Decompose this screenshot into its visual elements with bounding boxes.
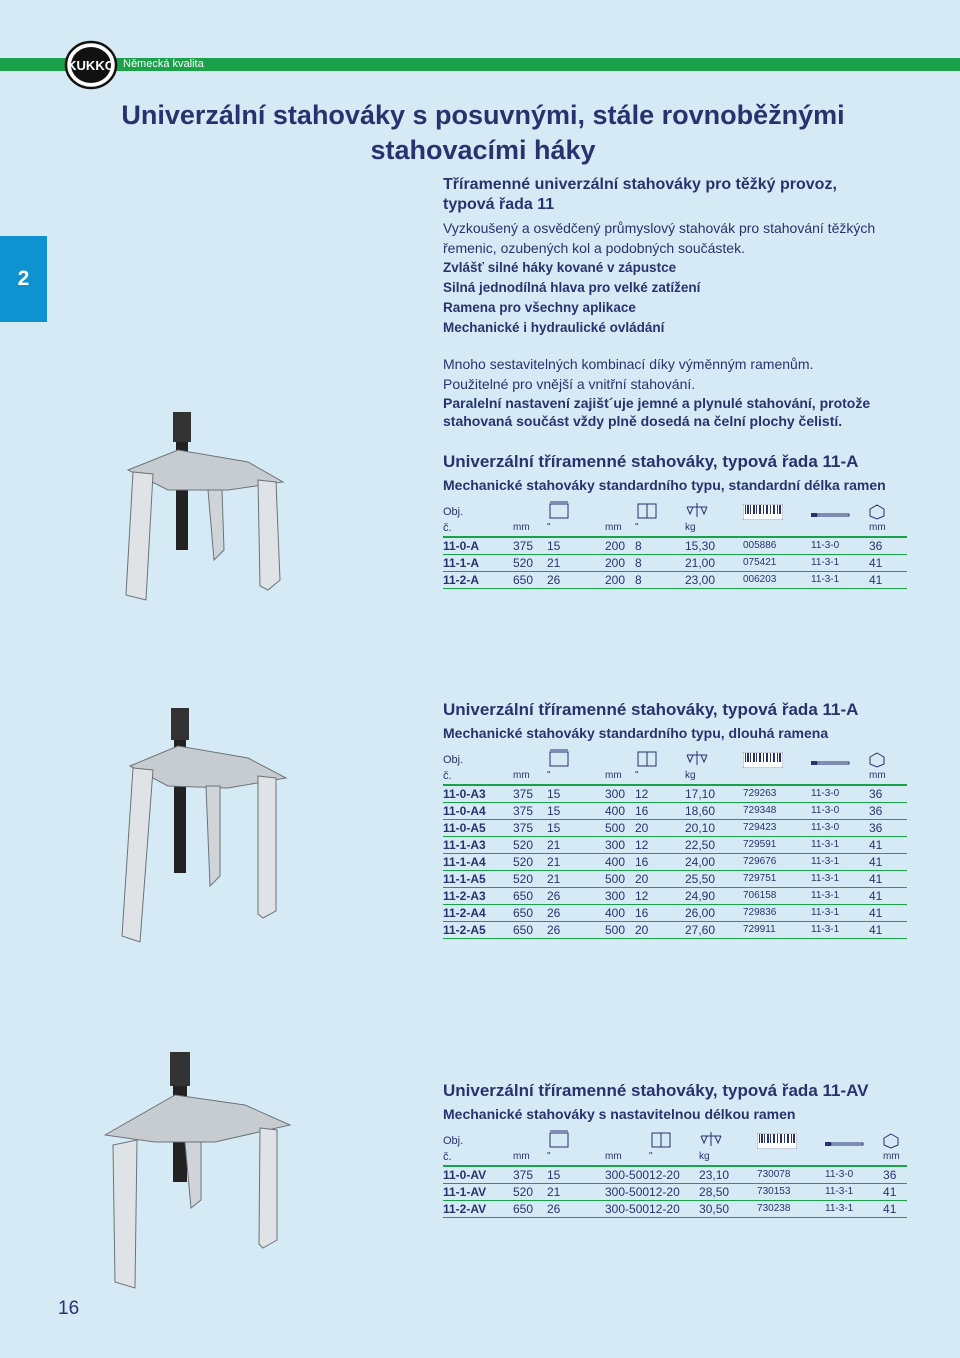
page-title bbox=[0, 98, 960, 168]
cell: 21 bbox=[547, 837, 605, 854]
spec-table: Obj. č. mm " mm " kg mm 11-0-A3 375 15 300 12 17,10 729263 11-3-0 36 11-0-A4 375 15 400 16 18,60 729348 11-3-0 36 11-0-A5 375 15 500 20 20,10 729423 11-3-0 36 11-1-A3 520 21 300 12 22,50 729591 11-3-1 41 11-1-A4 520 21 400 16 24,00 729676 11-3-1 41 11-1-A5 520 21 500 20 25,50 729751 11-3-1 41 11-2-A3 650 26 300 12 24,90 706158 11-3-1 41 11-2-A4 650 26 400 16 26,00 729836 11-3-1 41 11-2-A5 650 26 500 20 27,60 729911 11-3-1 41 bbox=[443, 748, 907, 939]
table-row bbox=[443, 888, 907, 905]
spec-table: Obj. č. mm " mm " kg mm 11-0-AV 375 15 300-500 12-20 23,10 730078 11-3-0 36 11-1-AV 520 21 300-500 12-20 28,50 730153 11-3-1 41 11-2-AV 650 26 300-500 12-20 30,50 730238 11-3-1 41 bbox=[443, 1129, 907, 1218]
cell: 30,50 bbox=[699, 1201, 757, 1218]
cell: 11-2-A5 bbox=[443, 922, 513, 939]
table-row bbox=[443, 905, 907, 922]
barcode-icon bbox=[743, 504, 783, 520]
cell: 41 bbox=[869, 871, 907, 888]
cell: 729591 bbox=[743, 837, 811, 854]
table-row bbox=[443, 922, 907, 939]
cell: 16 bbox=[635, 854, 685, 871]
col-unit: kg bbox=[685, 520, 743, 537]
cell: 12 bbox=[635, 837, 685, 854]
section-11-a-long bbox=[443, 700, 913, 939]
cell: 650 bbox=[513, 572, 547, 589]
cell: 36 bbox=[883, 1166, 907, 1184]
cell: 26 bbox=[547, 572, 605, 589]
cell: 706158 bbox=[743, 888, 811, 905]
section-title: Univerzální tříramenné stahováky, typová řada 11-A bbox=[443, 700, 859, 719]
cell: 15 bbox=[547, 1166, 605, 1184]
cell: 26 bbox=[547, 1201, 605, 1218]
cell: 520 bbox=[513, 871, 547, 888]
cell: 36 bbox=[869, 537, 907, 555]
cell: 11-3-0 bbox=[811, 785, 869, 803]
intro-heading-line1: Tříramenné univerzální stahováky pro těžký provoz, bbox=[443, 176, 837, 193]
cell: 41 bbox=[869, 888, 907, 905]
intro-heading bbox=[443, 175, 923, 215]
col-obj: Obj. bbox=[443, 754, 464, 766]
spindle-icon bbox=[811, 758, 851, 768]
cell: 12 bbox=[635, 888, 685, 905]
cell: 11-3-0 bbox=[811, 803, 869, 820]
cell: 650 bbox=[513, 922, 547, 939]
section-tab: 2 bbox=[0, 236, 47, 322]
cell: 26 bbox=[547, 905, 605, 922]
cell: 16 bbox=[635, 905, 685, 922]
brand-tagline: Německá kvalita bbox=[123, 58, 204, 70]
page-title-line2: stahovacími háky bbox=[370, 135, 596, 165]
cell: 22,50 bbox=[685, 837, 743, 854]
table-row bbox=[443, 785, 907, 803]
barcode-icon bbox=[743, 752, 783, 768]
cell: 400 bbox=[605, 905, 635, 922]
cell: 16 bbox=[635, 803, 685, 820]
svg-text:KUKKO: KUKKO bbox=[67, 58, 115, 73]
cell: 20 bbox=[635, 820, 685, 837]
cell: 500 bbox=[605, 871, 635, 888]
cell: 11-0-A bbox=[443, 537, 513, 555]
cell: 21 bbox=[547, 1184, 605, 1201]
cell: 41 bbox=[869, 837, 907, 854]
col-unit: mm bbox=[513, 1149, 547, 1166]
cell: 11-2-AV bbox=[443, 1201, 513, 1218]
cell: 375 bbox=[513, 1166, 547, 1184]
spindle-icon bbox=[811, 510, 851, 520]
cell: 400 bbox=[605, 803, 635, 820]
cell: 11-2-A4 bbox=[443, 905, 513, 922]
cell: 11-2-A3 bbox=[443, 888, 513, 905]
cell: 729423 bbox=[743, 820, 811, 837]
cell: 20,10 bbox=[685, 820, 743, 837]
cell: 41 bbox=[869, 555, 907, 572]
cell: 729263 bbox=[743, 785, 811, 803]
cell: 730238 bbox=[757, 1201, 825, 1218]
cell: 11-3-1 bbox=[811, 572, 869, 589]
cell: 12 bbox=[635, 785, 685, 803]
cell: 520 bbox=[513, 555, 547, 572]
feature-item: Silná jednodílná hlava pro velké zatížení bbox=[443, 280, 701, 295]
cell: 15 bbox=[547, 820, 605, 837]
spec-table: Obj. č. mm " mm " kg mm 11-0-A 375 15 200 8 15,30 005886 11-3-0 36 11-1-A 520 21 200 8 21,00 075421 11-3-1 41 11-2-A 650 26 200 8 23,00 006203 11-3-1 41 bbox=[443, 500, 907, 589]
cell: 500 bbox=[605, 820, 635, 837]
depth-icon bbox=[635, 748, 659, 768]
table-row bbox=[443, 1184, 907, 1201]
depth-icon bbox=[635, 500, 659, 520]
cell: 11-3-0 bbox=[811, 537, 869, 555]
weight-scale-icon bbox=[685, 748, 709, 768]
cell: 650 bbox=[513, 905, 547, 922]
cell: 15,30 bbox=[685, 537, 743, 555]
cell: 11-1-A5 bbox=[443, 871, 513, 888]
cell: 400 bbox=[605, 854, 635, 871]
cell: 15 bbox=[547, 803, 605, 820]
col-unit: mm bbox=[869, 520, 907, 537]
cell: 11-3-1 bbox=[811, 837, 869, 854]
cell: 24,00 bbox=[685, 854, 743, 871]
col-c: č. bbox=[443, 768, 513, 785]
cell: 375 bbox=[513, 820, 547, 837]
cell: 375 bbox=[513, 537, 547, 555]
cell: 41 bbox=[883, 1201, 907, 1218]
intro-desc-line1: Vyzkoušený a osvědčený průmyslový stahovák pro stahování těžkých bbox=[443, 220, 876, 236]
span-width-icon bbox=[547, 1129, 571, 1149]
section-title: Univerzální tříramenné stahováky, typová řada 11-A bbox=[443, 452, 859, 471]
section-subtitle: Mechanické stahováky standardního typu, dlouhá ramena bbox=[443, 725, 829, 741]
table-row bbox=[443, 854, 907, 871]
cell: 520 bbox=[513, 837, 547, 854]
cell: 11-0-A4 bbox=[443, 803, 513, 820]
intro-heading-line2: typová řada 11 bbox=[443, 196, 555, 213]
cell: 375 bbox=[513, 803, 547, 820]
cell: 11-1-AV bbox=[443, 1184, 513, 1201]
cell: 300 bbox=[605, 785, 635, 803]
intro-note1: Mnoho sestavitelných kombinací díky výměnným ramenům. bbox=[443, 356, 814, 372]
cell: 18,60 bbox=[685, 803, 743, 820]
table-row bbox=[443, 1166, 907, 1184]
col-c: č. bbox=[443, 1149, 513, 1166]
cell: 20 bbox=[635, 871, 685, 888]
cell: 41 bbox=[869, 572, 907, 589]
table-row bbox=[443, 555, 907, 572]
cell: 300-500 bbox=[605, 1168, 650, 1182]
cell: 300 bbox=[605, 837, 635, 854]
table-row bbox=[443, 837, 907, 854]
table-row bbox=[443, 572, 907, 589]
cell: 520 bbox=[513, 854, 547, 871]
cell: 11-0-A5 bbox=[443, 820, 513, 837]
table-row bbox=[443, 820, 907, 837]
cell: 500 bbox=[605, 922, 635, 939]
cell: 11-3-1 bbox=[825, 1184, 883, 1201]
cell: 11-1-A3 bbox=[443, 837, 513, 854]
cell: 8 bbox=[635, 555, 685, 572]
cell: 11-3-1 bbox=[811, 888, 869, 905]
cell: 11-3-1 bbox=[811, 854, 869, 871]
col-c: č. bbox=[443, 520, 513, 537]
col-unit: mm bbox=[605, 768, 635, 785]
col-obj: Obj. bbox=[443, 1135, 464, 1147]
section-subtitle: Mechanické stahováky standardního typu, standardní délka ramen bbox=[443, 477, 886, 493]
cell: 21 bbox=[547, 854, 605, 871]
cell: 11-3-0 bbox=[811, 820, 869, 837]
cell: 36 bbox=[869, 820, 907, 837]
puller-long-arms-image bbox=[108, 706, 298, 946]
feature-item: Mechanické i hydraulické ovládání bbox=[443, 320, 665, 335]
cell: 005886 bbox=[743, 537, 811, 555]
feature-item: Ramena pro všechny aplikace bbox=[443, 300, 636, 315]
cell: 11-3-1 bbox=[811, 555, 869, 572]
col-unit: mm bbox=[605, 1149, 649, 1166]
cell: 11-3-1 bbox=[825, 1201, 883, 1218]
cell: 11-3-0 bbox=[825, 1166, 883, 1184]
cell: 730078 bbox=[757, 1166, 825, 1184]
cell: 8 bbox=[635, 537, 685, 555]
cell: 200 bbox=[605, 537, 635, 555]
cell: 41 bbox=[869, 905, 907, 922]
section-11-a-standard bbox=[443, 452, 913, 589]
cell: 729676 bbox=[743, 854, 811, 871]
intro-bold-line2: stahovaná součást vždy plně dosedá na čelní plochy čelistí. bbox=[443, 413, 843, 429]
cell: 200 bbox=[605, 555, 635, 572]
weight-scale-icon bbox=[699, 1129, 723, 1149]
cell: 729911 bbox=[743, 922, 811, 939]
cell: 729836 bbox=[743, 905, 811, 922]
cell: 11-3-1 bbox=[811, 922, 869, 939]
cell: 41 bbox=[869, 922, 907, 939]
cell: 11-0-A3 bbox=[443, 785, 513, 803]
cell: 26 bbox=[547, 888, 605, 905]
table-row bbox=[443, 1201, 907, 1218]
cell: 730153 bbox=[757, 1184, 825, 1201]
cell: 11-3-1 bbox=[811, 905, 869, 922]
cell: 26 bbox=[547, 922, 605, 939]
section-11-av bbox=[443, 1081, 913, 1218]
cell: 24,90 bbox=[685, 888, 743, 905]
cell: 36 bbox=[869, 803, 907, 820]
cell: 36 bbox=[869, 785, 907, 803]
col-unit: mm bbox=[605, 520, 635, 537]
col-unit: kg bbox=[699, 1149, 757, 1166]
cell: 26,00 bbox=[685, 905, 743, 922]
cell: 729751 bbox=[743, 871, 811, 888]
col-unit: mm bbox=[513, 768, 547, 785]
cell: 21,00 bbox=[685, 555, 743, 572]
cell: 300-500 bbox=[605, 1185, 650, 1199]
section-subtitle: Mechanické stahováky s nastavitelnou délkou ramen bbox=[443, 1106, 796, 1122]
cell: 200 bbox=[605, 572, 635, 589]
cell: 650 bbox=[513, 888, 547, 905]
hex-nut-icon bbox=[883, 1133, 899, 1149]
col-unit: mm bbox=[869, 768, 907, 785]
intro-desc-line2: řemenic, ozubených kol a podobných součástek. bbox=[443, 240, 745, 256]
cell: 375 bbox=[513, 785, 547, 803]
cell: 006203 bbox=[743, 572, 811, 589]
cell: 11-1-A bbox=[443, 555, 513, 572]
cell: 729348 bbox=[743, 803, 811, 820]
section-title: Univerzální tříramenné stahováky, typová řada 11-AV bbox=[443, 1081, 869, 1100]
span-width-icon bbox=[547, 500, 571, 520]
weight-scale-icon bbox=[685, 500, 709, 520]
kukko-logo bbox=[64, 40, 118, 90]
table-row bbox=[443, 871, 907, 888]
cell: 300 bbox=[605, 888, 635, 905]
page-number: 16 bbox=[58, 1298, 80, 1319]
col-unit: kg bbox=[685, 768, 743, 785]
cell: 11-0-AV bbox=[443, 1166, 513, 1184]
spindle-icon bbox=[825, 1139, 865, 1149]
intro-block bbox=[443, 175, 923, 430]
cell: 41 bbox=[883, 1184, 907, 1201]
cell: 12-20 bbox=[649, 1184, 699, 1201]
cell: 17,10 bbox=[685, 785, 743, 803]
cell: 12-20 bbox=[649, 1201, 699, 1218]
cell: 20 bbox=[635, 922, 685, 939]
cell: 300-500 bbox=[605, 1202, 650, 1216]
cell: 11-3-1 bbox=[811, 871, 869, 888]
cell: 23,00 bbox=[685, 572, 743, 589]
cell: 27,60 bbox=[685, 922, 743, 939]
intro-note2: Použitelné pro vnější a vnitřní stahování. bbox=[443, 376, 696, 392]
barcode-icon bbox=[757, 1133, 797, 1149]
hex-nut-icon bbox=[869, 752, 885, 768]
table-row bbox=[443, 803, 907, 820]
puller-adjustable-image bbox=[95, 1050, 295, 1290]
cell: 11-2-A bbox=[443, 572, 513, 589]
cell: 15 bbox=[547, 537, 605, 555]
col-obj: Obj. bbox=[443, 506, 464, 518]
cell: 650 bbox=[513, 1201, 547, 1218]
depth-icon bbox=[649, 1129, 673, 1149]
cell: 11-1-A4 bbox=[443, 854, 513, 871]
puller-standard-image bbox=[108, 410, 298, 605]
cell: 28,50 bbox=[699, 1184, 757, 1201]
cell: 21 bbox=[547, 555, 605, 572]
span-width-icon bbox=[547, 748, 571, 768]
intro-bold-line1: Paralelní nastavení zajišt´uje jemné a plynulé stahování, protože bbox=[443, 395, 871, 411]
hex-nut-icon bbox=[869, 504, 885, 520]
cell: 12-20 bbox=[649, 1166, 699, 1184]
col-unit: mm bbox=[883, 1149, 907, 1166]
cell: 21 bbox=[547, 871, 605, 888]
cell: 520 bbox=[513, 1184, 547, 1201]
cell: 075421 bbox=[743, 555, 811, 572]
cell: 8 bbox=[635, 572, 685, 589]
page-title-line1: Univerzální stahováky s posuvnými, stále rovnoběžnými bbox=[121, 100, 845, 130]
feature-item: Zvlášť silné háky kované v zápustce bbox=[443, 260, 677, 275]
col-unit: mm bbox=[513, 520, 547, 537]
cell: 25,50 bbox=[685, 871, 743, 888]
cell: 15 bbox=[547, 785, 605, 803]
cell: 23,10 bbox=[699, 1166, 757, 1184]
table-row bbox=[443, 537, 907, 555]
cell: 41 bbox=[869, 854, 907, 871]
